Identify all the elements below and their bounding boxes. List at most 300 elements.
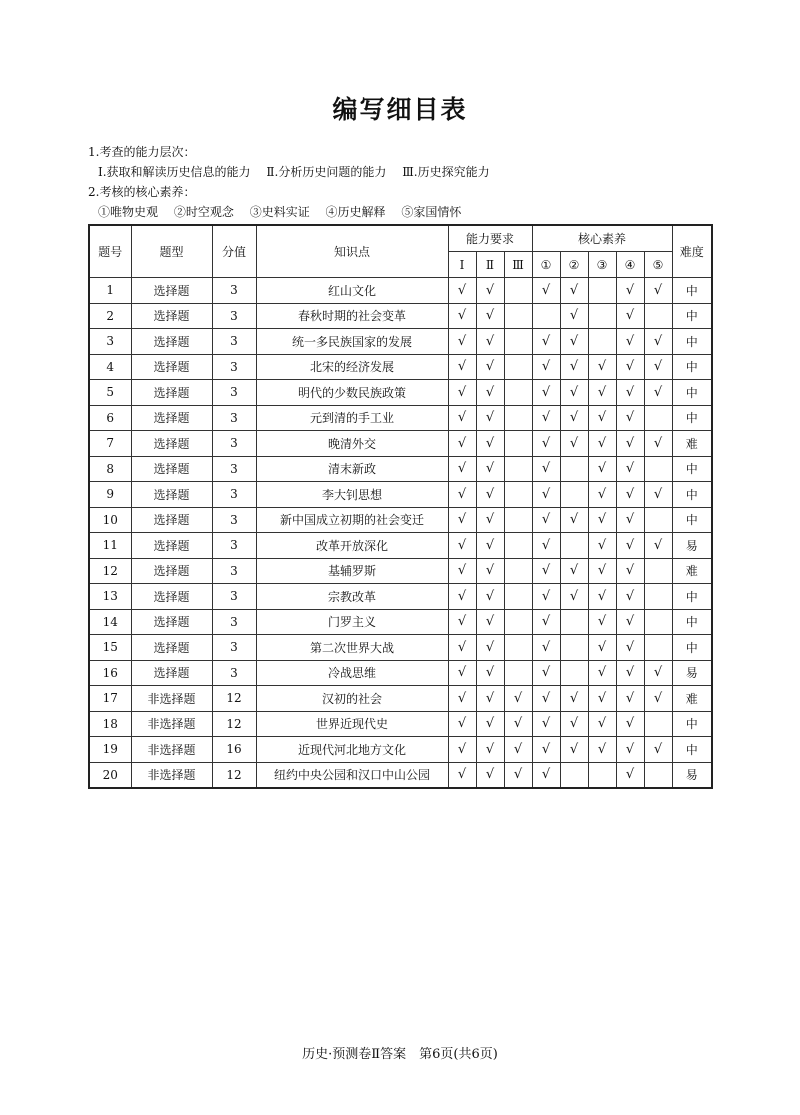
score-cell: 12 — [212, 762, 256, 788]
question-type-cell: 选择题 — [131, 482, 212, 508]
ability-check-cell — [504, 635, 532, 661]
table-row — [89, 405, 712, 431]
difficulty-cell: 中 — [672, 609, 712, 635]
ability-check-cell: √ — [476, 482, 504, 508]
ability-check-cell: √ — [476, 405, 504, 431]
difficulty-cell: 中 — [672, 380, 712, 406]
literacy-list — [88, 202, 490, 222]
header-ability-group: 能力要求 — [448, 225, 532, 252]
literacy-check-cell — [644, 762, 672, 788]
question-number-cell: 9 — [89, 482, 131, 508]
ability-check-cell: √ — [504, 762, 532, 788]
difficulty-cell: 中 — [672, 737, 712, 763]
question-type-cell: 非选择题 — [131, 686, 212, 712]
literacy-check-cell: √ — [560, 354, 588, 380]
ability-check-cell: √ — [448, 635, 476, 661]
score-cell: 3 — [212, 456, 256, 482]
table-row — [89, 482, 712, 508]
literacy-check-cell: √ — [616, 456, 644, 482]
literacy-check-cell — [644, 405, 672, 431]
ability-check-cell: √ — [448, 354, 476, 380]
difficulty-cell: 易 — [672, 533, 712, 559]
table-row — [89, 609, 712, 635]
literacy-check-cell — [644, 303, 672, 329]
literacy-check-cell: √ — [560, 507, 588, 533]
literacy-check-cell — [644, 456, 672, 482]
score-cell: 12 — [212, 686, 256, 712]
question-type-cell: 选择题 — [131, 303, 212, 329]
score-cell: 12 — [212, 711, 256, 737]
literacy-check-cell: √ — [588, 482, 616, 508]
question-number-cell: 5 — [89, 380, 131, 406]
literacy-check-cell: √ — [560, 380, 588, 406]
difficulty-cell: 中 — [672, 584, 712, 610]
question-number-cell: 15 — [89, 635, 131, 661]
header-literacy-5: ⑤ — [644, 252, 672, 278]
ability-check-cell: √ — [448, 303, 476, 329]
literacy-check-cell — [644, 635, 672, 661]
literacy-check-cell: √ — [560, 558, 588, 584]
difficulty-cell: 易 — [672, 660, 712, 686]
literacy-check-cell: √ — [616, 584, 644, 610]
literacy-check-cell: √ — [532, 533, 560, 559]
literacy-check-cell: √ — [588, 507, 616, 533]
literacy-check-cell: √ — [532, 711, 560, 737]
table-row — [89, 711, 712, 737]
literacy-check-cell: √ — [532, 660, 560, 686]
literacy-check-cell: √ — [532, 584, 560, 610]
literacy-check-cell: √ — [532, 278, 560, 304]
literacy-check-cell: √ — [644, 737, 672, 763]
score-cell: 3 — [212, 482, 256, 508]
literacy-check-cell — [532, 303, 560, 329]
literacy-check-cell: √ — [588, 354, 616, 380]
ability-check-cell: √ — [448, 584, 476, 610]
literacy-check-cell: √ — [560, 303, 588, 329]
literacy-check-cell: √ — [560, 405, 588, 431]
ability-check-cell: √ — [448, 711, 476, 737]
ability-check-cell: √ — [476, 533, 504, 559]
literacy-check-cell — [560, 456, 588, 482]
literacy-check-cell: √ — [644, 354, 672, 380]
header-ability-2: Ⅱ — [476, 252, 504, 278]
question-number-cell: 11 — [89, 533, 131, 559]
ability-item: Ⅱ.分析历史问题的能力 — [266, 165, 387, 179]
literacy-check-cell: √ — [532, 737, 560, 763]
table-row — [89, 558, 712, 584]
question-type-cell: 选择题 — [131, 456, 212, 482]
header-knowledge: 知识点 — [256, 225, 448, 278]
literacy-item: ②时空观念 — [173, 205, 234, 219]
literacy-check-cell: √ — [616, 660, 644, 686]
score-cell: 3 — [212, 507, 256, 533]
literacy-check-cell: √ — [588, 533, 616, 559]
literacy-check-cell — [644, 609, 672, 635]
knowledge-point-cell: 明代的少数民族政策 — [256, 380, 448, 406]
literacy-item: ④历史解释 — [325, 205, 386, 219]
ability-check-cell — [504, 431, 532, 457]
ability-check-cell: √ — [504, 737, 532, 763]
literacy-check-cell — [588, 329, 616, 355]
difficulty-cell: 中 — [672, 635, 712, 661]
knowledge-point-cell: 冷战思维 — [256, 660, 448, 686]
header-difficulty: 难度 — [672, 225, 712, 278]
literacy-item: ③史料实证 — [249, 205, 310, 219]
table-row — [89, 533, 712, 559]
question-type-cell: 选择题 — [131, 380, 212, 406]
literacy-check-cell — [560, 762, 588, 788]
knowledge-point-cell: 宗教改革 — [256, 584, 448, 610]
question-type-cell: 选择题 — [131, 354, 212, 380]
question-type-cell: 选择题 — [131, 558, 212, 584]
literacy-check-cell: √ — [644, 431, 672, 457]
literacy-item: ①唯物史观 — [98, 205, 159, 219]
ability-check-cell: √ — [448, 329, 476, 355]
literacy-check-cell: √ — [588, 635, 616, 661]
table-row — [89, 584, 712, 610]
literacy-check-cell: √ — [532, 507, 560, 533]
question-type-cell: 选择题 — [131, 533, 212, 559]
table-row — [89, 635, 712, 661]
question-type-cell: 选择题 — [131, 507, 212, 533]
question-number-cell: 4 — [89, 354, 131, 380]
literacy-check-cell: √ — [616, 635, 644, 661]
question-type-cell: 选择题 — [131, 584, 212, 610]
question-type-cell: 选择题 — [131, 278, 212, 304]
header-literacy-1: ① — [532, 252, 560, 278]
question-type-cell: 选择题 — [131, 329, 212, 355]
ability-check-cell: √ — [504, 686, 532, 712]
literacy-check-cell: √ — [616, 558, 644, 584]
score-cell: 16 — [212, 737, 256, 763]
literacy-check-cell: √ — [532, 380, 560, 406]
question-number-cell: 17 — [89, 686, 131, 712]
literacy-check-cell: √ — [616, 405, 644, 431]
literacy-check-cell: √ — [616, 278, 644, 304]
literacy-check-cell: √ — [616, 609, 644, 635]
difficulty-cell: 易 — [672, 762, 712, 788]
ability-check-cell — [504, 456, 532, 482]
ability-check-cell: √ — [448, 533, 476, 559]
score-cell: 3 — [212, 584, 256, 610]
table-row — [89, 380, 712, 406]
score-cell: 3 — [212, 609, 256, 635]
difficulty-cell: 难 — [672, 431, 712, 457]
knowledge-point-cell: 纽约中央公园和汉口中山公园 — [256, 762, 448, 788]
ability-check-cell: √ — [476, 431, 504, 457]
ability-check-cell: √ — [476, 584, 504, 610]
header-row — [89, 225, 712, 252]
table-row — [89, 329, 712, 355]
question-number-cell: 10 — [89, 507, 131, 533]
literacy-check-cell — [644, 584, 672, 610]
question-number-cell: 3 — [89, 329, 131, 355]
literacy-check-cell: √ — [560, 711, 588, 737]
literacy-check-cell: √ — [588, 584, 616, 610]
literacy-check-cell: √ — [532, 456, 560, 482]
difficulty-cell: 中 — [672, 507, 712, 533]
score-cell: 3 — [212, 303, 256, 329]
question-type-cell: 非选择题 — [131, 737, 212, 763]
literacy-check-cell: √ — [644, 686, 672, 712]
question-type-cell: 选择题 — [131, 405, 212, 431]
table-row — [89, 507, 712, 533]
ability-check-cell: √ — [448, 456, 476, 482]
question-type-cell: 非选择题 — [131, 762, 212, 788]
ability-item: Ⅰ.获取和解读历史信息的能力 — [98, 165, 251, 179]
ability-check-cell: √ — [448, 609, 476, 635]
literacy-check-cell: √ — [588, 431, 616, 457]
literacy-check-cell: √ — [616, 329, 644, 355]
literacy-check-cell: √ — [644, 660, 672, 686]
score-cell: 3 — [212, 431, 256, 457]
ability-check-cell — [504, 303, 532, 329]
literacy-check-cell: √ — [644, 380, 672, 406]
score-cell: 3 — [212, 278, 256, 304]
literacy-check-cell: √ — [588, 686, 616, 712]
ability-check-cell: √ — [476, 660, 504, 686]
table-row — [89, 686, 712, 712]
knowledge-point-cell: 门罗主义 — [256, 609, 448, 635]
literacy-check-cell — [588, 762, 616, 788]
header-type: 题型 — [131, 225, 212, 278]
question-number-cell: 18 — [89, 711, 131, 737]
knowledge-point-cell: 北宋的经济发展 — [256, 354, 448, 380]
literacy-check-cell: √ — [532, 354, 560, 380]
literacy-check-cell — [560, 533, 588, 559]
literacy-check-cell: √ — [616, 711, 644, 737]
difficulty-cell: 中 — [672, 482, 712, 508]
question-number-cell: 6 — [89, 405, 131, 431]
knowledge-point-cell: 基辅罗斯 — [256, 558, 448, 584]
ability-check-cell — [504, 380, 532, 406]
literacy-check-cell: √ — [560, 686, 588, 712]
ability-list — [88, 162, 490, 182]
ability-check-cell: √ — [476, 711, 504, 737]
literacy-check-cell: √ — [532, 762, 560, 788]
knowledge-point-cell: 春秋时期的社会变革 — [256, 303, 448, 329]
ability-check-cell: √ — [448, 558, 476, 584]
table-row — [89, 456, 712, 482]
difficulty-cell: 难 — [672, 558, 712, 584]
ability-check-cell — [504, 507, 532, 533]
table-row — [89, 660, 712, 686]
literacy-check-cell: √ — [616, 380, 644, 406]
table-row — [89, 303, 712, 329]
difficulty-cell: 中 — [672, 278, 712, 304]
difficulty-cell: 中 — [672, 354, 712, 380]
literacy-check-cell — [560, 609, 588, 635]
literacy-check-cell: √ — [616, 303, 644, 329]
knowledge-point-cell: 近现代河北地方文化 — [256, 737, 448, 763]
literacy-check-cell: √ — [532, 558, 560, 584]
literacy-check-cell: √ — [560, 737, 588, 763]
ability-check-cell: √ — [476, 507, 504, 533]
ability-check-cell: √ — [448, 431, 476, 457]
literacy-check-cell: √ — [532, 405, 560, 431]
header-score: 分值 — [212, 225, 256, 278]
table-row — [89, 737, 712, 763]
literacy-check-cell: √ — [616, 762, 644, 788]
exam-notes — [88, 142, 490, 222]
question-type-cell: 选择题 — [131, 635, 212, 661]
ability-check-cell: √ — [448, 660, 476, 686]
question-type-cell: 非选择题 — [131, 711, 212, 737]
ability-check-cell: √ — [476, 329, 504, 355]
ability-check-cell: √ — [448, 278, 476, 304]
score-cell: 3 — [212, 329, 256, 355]
table-row — [89, 762, 712, 788]
literacy-check-cell: √ — [560, 431, 588, 457]
question-type-cell: 选择题 — [131, 609, 212, 635]
page-title: 编写细目表 — [332, 95, 468, 124]
ability-check-cell: √ — [448, 482, 476, 508]
score-cell: 3 — [212, 405, 256, 431]
literacy-check-cell: √ — [560, 584, 588, 610]
score-cell: 3 — [212, 558, 256, 584]
ability-check-cell — [504, 609, 532, 635]
literacy-check-cell: √ — [532, 686, 560, 712]
question-type-cell: 选择题 — [131, 431, 212, 457]
literacy-check-cell: √ — [644, 278, 672, 304]
ability-check-cell: √ — [448, 737, 476, 763]
question-number-cell: 13 — [89, 584, 131, 610]
header-ability-3: Ⅲ — [504, 252, 532, 278]
question-type-cell: 选择题 — [131, 660, 212, 686]
score-cell: 3 — [212, 635, 256, 661]
literacy-check-cell: √ — [616, 533, 644, 559]
literacy-check-cell: √ — [644, 329, 672, 355]
knowledge-point-cell: 第二次世界大战 — [256, 635, 448, 661]
ability-check-cell: √ — [476, 635, 504, 661]
ability-check-cell: √ — [476, 354, 504, 380]
table-body — [89, 278, 712, 789]
literacy-check-cell: √ — [532, 635, 560, 661]
literacy-item: ⑤家国情怀 — [401, 205, 462, 219]
page-footer: 历史·预测卷Ⅱ答案 第6页(共6页) — [302, 1047, 498, 1062]
literacy-check-cell: √ — [588, 660, 616, 686]
difficulty-cell: 中 — [672, 405, 712, 431]
literacy-check-cell: √ — [532, 609, 560, 635]
literacy-check-cell: √ — [588, 737, 616, 763]
literacy-check-cell — [588, 278, 616, 304]
ability-check-cell — [504, 405, 532, 431]
knowledge-point-cell: 汉初的社会 — [256, 686, 448, 712]
ability-check-cell: √ — [448, 507, 476, 533]
ability-check-cell — [504, 329, 532, 355]
ability-check-cell: √ — [448, 686, 476, 712]
question-number-cell: 14 — [89, 609, 131, 635]
ability-heading: 1.考查的能力层次： — [88, 145, 196, 159]
literacy-check-cell: √ — [616, 431, 644, 457]
ability-check-cell: √ — [476, 686, 504, 712]
knowledge-point-cell: 统一多民族国家的发展 — [256, 329, 448, 355]
literacy-check-cell: √ — [588, 609, 616, 635]
ability-check-cell: √ — [476, 303, 504, 329]
table-row — [89, 278, 712, 304]
ability-check-cell: √ — [476, 558, 504, 584]
literacy-check-cell — [560, 660, 588, 686]
literacy-check-cell: √ — [644, 533, 672, 559]
header-ability-1: Ⅰ — [448, 252, 476, 278]
ability-check-cell: √ — [448, 380, 476, 406]
header-literacy-4: ④ — [616, 252, 644, 278]
ability-check-cell — [504, 660, 532, 686]
table-row — [89, 431, 712, 457]
literacy-check-cell: √ — [616, 686, 644, 712]
ability-check-cell — [504, 278, 532, 304]
literacy-check-cell: √ — [588, 711, 616, 737]
literacy-check-cell: √ — [616, 482, 644, 508]
literacy-check-cell — [560, 635, 588, 661]
literacy-check-cell: √ — [560, 278, 588, 304]
score-cell: 3 — [212, 380, 256, 406]
literacy-check-cell: √ — [616, 737, 644, 763]
literacy-check-cell: √ — [588, 456, 616, 482]
knowledge-point-cell: 李大钊思想 — [256, 482, 448, 508]
knowledge-point-cell: 清末新政 — [256, 456, 448, 482]
ability-check-cell: √ — [448, 405, 476, 431]
ability-check-cell — [504, 533, 532, 559]
literacy-check-cell: √ — [644, 482, 672, 508]
difficulty-cell: 难 — [672, 686, 712, 712]
ability-check-cell — [504, 482, 532, 508]
question-number-cell: 20 — [89, 762, 131, 788]
literacy-check-cell: √ — [616, 507, 644, 533]
ability-check-cell: √ — [476, 456, 504, 482]
knowledge-point-cell: 晚清外交 — [256, 431, 448, 457]
header-literacy-2: ② — [560, 252, 588, 278]
table-row — [89, 354, 712, 380]
ability-check-cell: √ — [476, 278, 504, 304]
literacy-check-cell — [588, 303, 616, 329]
difficulty-cell: 中 — [672, 456, 712, 482]
knowledge-point-cell: 红山文化 — [256, 278, 448, 304]
ability-check-cell — [504, 354, 532, 380]
ability-check-cell — [504, 558, 532, 584]
score-cell: 3 — [212, 533, 256, 559]
ability-check-cell: √ — [476, 380, 504, 406]
question-number-cell: 1 — [89, 278, 131, 304]
header-number: 题号 — [89, 225, 131, 278]
knowledge-point-cell: 改革开放深化 — [256, 533, 448, 559]
specification-table — [88, 224, 713, 789]
literacy-check-cell — [644, 507, 672, 533]
literacy-heading: 2.考核的核心素养： — [88, 185, 196, 199]
header-literacy-group: 核心素养 — [532, 225, 672, 252]
difficulty-cell: 中 — [672, 329, 712, 355]
knowledge-point-cell: 世界近现代史 — [256, 711, 448, 737]
ability-item: Ⅲ.历史探究能力 — [402, 165, 490, 179]
ability-check-cell: √ — [476, 609, 504, 635]
question-number-cell: 19 — [89, 737, 131, 763]
literacy-check-cell: √ — [560, 329, 588, 355]
ability-check-cell — [504, 584, 532, 610]
literacy-check-cell: √ — [588, 558, 616, 584]
knowledge-point-cell: 新中国成立初期的社会变迁 — [256, 507, 448, 533]
score-cell: 3 — [212, 354, 256, 380]
literacy-check-cell — [560, 482, 588, 508]
literacy-check-cell: √ — [588, 380, 616, 406]
literacy-check-cell: √ — [532, 431, 560, 457]
question-number-cell: 16 — [89, 660, 131, 686]
ability-check-cell: √ — [476, 737, 504, 763]
question-number-cell: 8 — [89, 456, 131, 482]
knowledge-point-cell: 元到清的手工业 — [256, 405, 448, 431]
question-number-cell: 2 — [89, 303, 131, 329]
literacy-check-cell: √ — [588, 405, 616, 431]
difficulty-cell: 中 — [672, 303, 712, 329]
